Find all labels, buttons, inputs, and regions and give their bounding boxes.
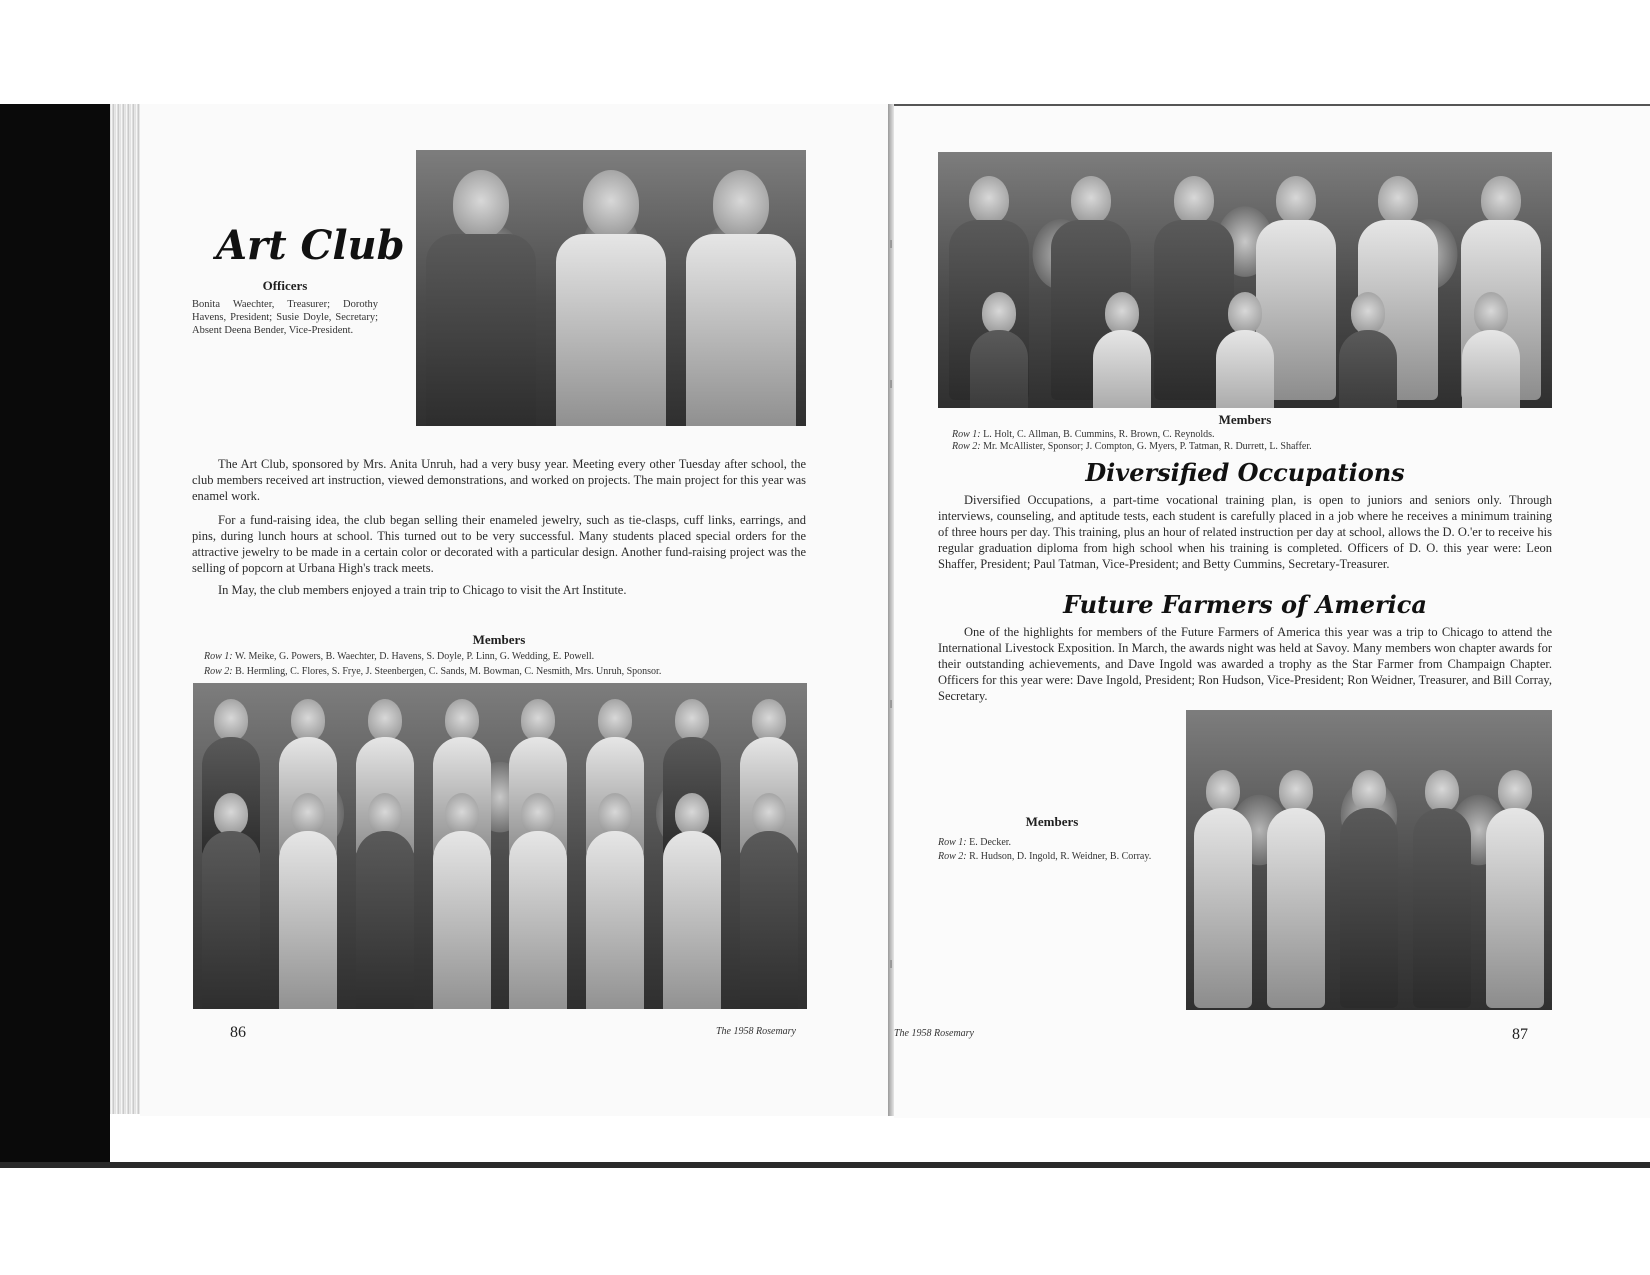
ffa-row-1-label: Row 1: bbox=[938, 837, 967, 848]
ffa-row-1-text: E. Decker. bbox=[969, 837, 1012, 848]
do-title: Diversified Occupations bbox=[1085, 458, 1405, 487]
art-members-heading: Members bbox=[472, 632, 526, 647]
do-members-heading: Members bbox=[1218, 412, 1272, 427]
do-row-2-text: Mr. McAllister, Sponsor; J. Compton, G. Myers, P. Tatman, R. Durrett, L. Shaffer. bbox=[983, 441, 1312, 452]
art-row-1-label: Row 1: bbox=[204, 651, 233, 662]
do-members-row-2 bbox=[952, 440, 1552, 453]
officers-photo bbox=[416, 150, 806, 426]
art-members-row-1 bbox=[204, 650, 806, 663]
ffa-row-2-label: Row 2: bbox=[938, 851, 967, 862]
right-page-number: 87 bbox=[1512, 1026, 1528, 1043]
ffa-paragraph: One of the highlights for members of the Future Farmers of America this year was a trip to Chicago to attend the International Livestock Exposition. In March, the awards night was held at Savoy. Many members won chapter awards for their outstanding achievements, and Dave Ingold was awarded a trophy as the Star Farmer from Champaign Chapter. Officers for this year were: Dave Ingold, President; Ron Hudson, Vice-President; Ron Weidner, Treasurer, and Bill Corray, Secretary. bbox=[938, 625, 1552, 703]
art-row-2-label: Row 2: bbox=[204, 666, 233, 677]
margin-mark bbox=[890, 960, 892, 968]
art-club-paragraph-2: For a fund-raising idea, the club began selling their enameled jewelry, such as tie-clasps, cuff links, earrings, and pins, during lunch hours at school. This turned out to be very successful. Many students placed special orders for the attractive jewelry to be made in a certain color or decorated with a particular design. Another fund-raising project was the selling of popcorn at Urbana High's track meets. bbox=[192, 513, 806, 575]
ffa-members-heading: Members bbox=[1025, 814, 1079, 829]
art-club-paragraph-3: In May, the club members enjoyed a train trip to Chicago to visit the Art Institute. bbox=[218, 583, 627, 597]
officers-heading: Officers bbox=[262, 278, 308, 293]
art-row-1-text: W. Meike, G. Powers, B. Waechter, D. Havens, S. Doyle, P. Linn, G. Wedding, E. Powell. bbox=[234, 651, 595, 662]
left-page bbox=[140, 104, 888, 1116]
art-club-paragraph-1: The Art Club, sponsored by Mrs. Anita Unruh, had a very busy year. Meeting every other Tuesday after school, the club members received art instruction, viewed demonstrations, and worked on projects. The main project for this year was enamel work. bbox=[192, 457, 806, 503]
do-row-1-text: L. Holt, C. Allman, B. Cummins, R. Brown, C. Reynolds. bbox=[983, 429, 1215, 440]
art-club-title: Art Club bbox=[216, 222, 405, 269]
margin-mark bbox=[890, 380, 892, 388]
art-row-2-text: B. Hermling, C. Flores, S. Frye, J. Steenbergen, C. Sands, M. Bowman, C. Nesmith, Mrs. Unruh, Sponsor. bbox=[235, 666, 662, 677]
art-members-row-2 bbox=[204, 665, 806, 678]
scan-bottom-edge bbox=[0, 1162, 1650, 1168]
ffa-members-photo bbox=[1186, 710, 1552, 1010]
do-row-1-label: Row 1: bbox=[952, 429, 981, 440]
ffa-row-2-text: R. Hudson, D. Ingold, R. Weidner, B. Corray. bbox=[969, 851, 1152, 862]
margin-mark bbox=[890, 700, 892, 708]
do-members-photo bbox=[938, 152, 1552, 408]
officers-text: Bonita Waechter, Treasurer; Dorothy Havens, President; Susie Doyle, Secretary; Absent Deena Bender, Vice-President. bbox=[192, 299, 378, 336]
art-members-photo bbox=[193, 683, 807, 1009]
margin-mark bbox=[890, 240, 892, 248]
do-paragraph: Diversified Occupations, a part-time vocational training plan, is open to juniors and seniors only. Through interviews, counseling, and aptitude tests, each student is carefully placed in a job where he receives a minimum training of three hours per day. This training, plus an hour of related instruction per day at school, allows the D. O.'er to receive his regular graduation diploma from high school when his training is completed. Officers of D. O. this year were: Leon Shaffer, President; Paul Tatman, Vice-President; and Betty Cummins, Secretary-Treasurer. bbox=[938, 493, 1552, 571]
page-stack-edge bbox=[110, 104, 140, 1114]
left-running-footer: The 1958 Rosemary bbox=[716, 1026, 796, 1037]
do-row-2-label: Row 2: bbox=[952, 441, 981, 452]
scan-background-edge bbox=[0, 104, 110, 1167]
ffa-members-row-2 bbox=[938, 850, 1166, 863]
right-running-header: The 1958 Rosemary bbox=[894, 1028, 974, 1039]
ffa-members-row-1 bbox=[938, 836, 1166, 849]
ffa-title: Future Farmers of America bbox=[1063, 590, 1427, 619]
right-page bbox=[894, 104, 1650, 1118]
left-page-number: 86 bbox=[230, 1024, 246, 1041]
